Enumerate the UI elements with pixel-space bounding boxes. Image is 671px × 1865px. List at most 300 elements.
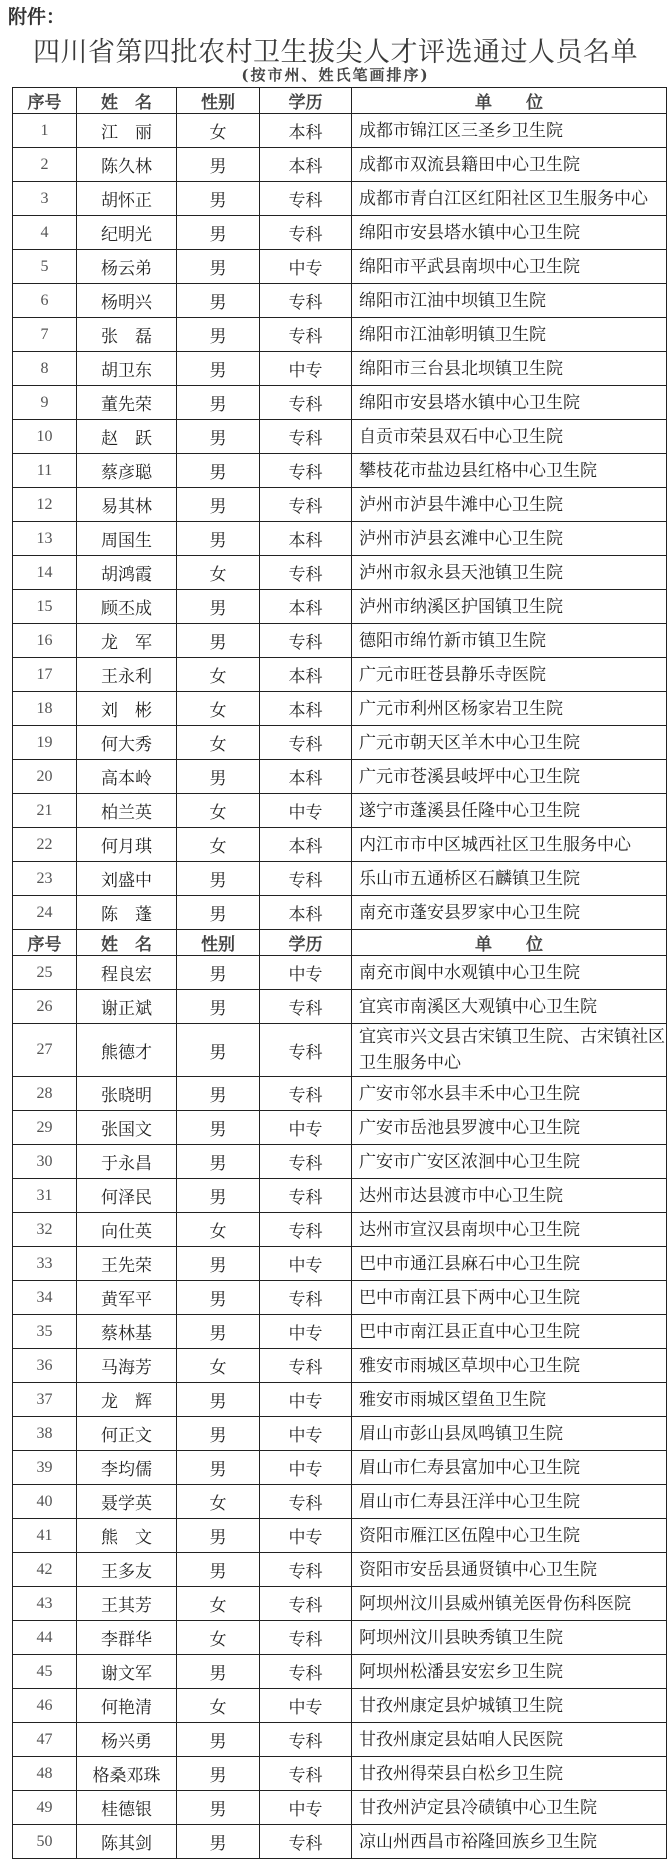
gender-cell: 女 [177, 658, 260, 692]
education-cell: 本科 [260, 692, 352, 726]
gender-cell: 男 [177, 1315, 260, 1349]
table-row [13, 1247, 667, 1281]
row-number: 47 [13, 1723, 77, 1757]
person-name: 柏兰英 [77, 794, 177, 828]
work-unit: 眉山市彭山县凤鸣镇卫生院 [352, 1417, 667, 1451]
gender-cell: 女 [177, 692, 260, 726]
education-cell: 本科 [260, 760, 352, 794]
education-cell: 本科 [260, 522, 352, 556]
row-number: 23 [13, 862, 77, 896]
work-unit: 绵阳市平武县南坝中心卫生院 [352, 250, 667, 284]
gender-cell: 男 [177, 1111, 260, 1145]
gender-cell: 男 [177, 1077, 260, 1111]
row-number: 44 [13, 1621, 77, 1655]
work-unit: 甘孜州康定县姑咱人民医院 [352, 1723, 667, 1757]
person-name: 聂学英 [77, 1485, 177, 1519]
gender-cell: 女 [177, 1213, 260, 1247]
education-cell: 专科 [260, 1655, 352, 1689]
gender-cell: 女 [177, 556, 260, 590]
education-cell: 中专 [260, 1689, 352, 1723]
table-row [13, 352, 667, 386]
person-name: 桂德银 [77, 1791, 177, 1825]
work-unit: 成都市双流县籍田中心卫生院 [352, 148, 667, 182]
gender-cell: 女 [177, 828, 260, 862]
table-row [13, 956, 667, 990]
gender-cell: 男 [177, 522, 260, 556]
table-row [13, 1553, 667, 1587]
person-name: 杨云弟 [77, 250, 177, 284]
header-gender: 性别 [177, 88, 260, 114]
person-name: 陈久林 [77, 148, 177, 182]
table-row [13, 556, 667, 590]
person-name: 王先荣 [77, 1247, 177, 1281]
table-header-row [13, 930, 667, 956]
table-row [13, 216, 667, 250]
education-cell: 专科 [260, 624, 352, 658]
row-number: 33 [13, 1247, 77, 1281]
work-unit: 宜宾市兴文县古宋镇卫生院、古宋镇社区卫生服务中心 [352, 1024, 667, 1077]
person-name: 胡卫东 [77, 352, 177, 386]
person-name: 何大秀 [77, 726, 177, 760]
work-unit: 资阳市安岳县通贤镇中心卫生院 [352, 1553, 667, 1587]
table-row [13, 114, 667, 148]
work-unit: 绵阳市安县塔水镇中心卫生院 [352, 216, 667, 250]
education-cell: 中专 [260, 1383, 352, 1417]
work-unit: 自贡市荣县双石中心卫生院 [352, 420, 667, 454]
person-name: 陈其剑 [77, 1825, 177, 1859]
person-name: 格桑邓珠 [77, 1757, 177, 1791]
education-cell: 专科 [260, 1621, 352, 1655]
education-cell: 中专 [260, 794, 352, 828]
work-unit: 雅安市雨城区望鱼卫生院 [352, 1383, 667, 1417]
person-name: 易其林 [77, 488, 177, 522]
work-unit: 绵阳市江油彰明镇卫生院 [352, 318, 667, 352]
row-number: 28 [13, 1077, 77, 1111]
row-number: 38 [13, 1417, 77, 1451]
person-name: 向仕英 [77, 1213, 177, 1247]
work-unit: 南充市阆中水观镇中心卫生院 [352, 956, 667, 990]
person-name: 李均儒 [77, 1451, 177, 1485]
document-subtitle: (按市州、姓氏笔画排序) [241, 66, 430, 84]
work-unit: 巴中市南江县正直中心卫生院 [352, 1315, 667, 1349]
gender-cell: 女 [177, 1349, 260, 1383]
work-unit: 巴中市南江县下两中心卫生院 [352, 1281, 667, 1315]
person-name: 蔡林基 [77, 1315, 177, 1349]
person-name: 张 磊 [77, 318, 177, 352]
education-cell: 中专 [260, 956, 352, 990]
table-row [13, 1689, 667, 1723]
attachment-label: 附件： [8, 6, 66, 28]
table-row [13, 828, 667, 862]
row-number: 48 [13, 1757, 77, 1791]
table-row [13, 1024, 667, 1077]
gender-cell: 男 [177, 148, 260, 182]
table-row [13, 658, 667, 692]
education-cell: 专科 [260, 1553, 352, 1587]
table-row [13, 760, 667, 794]
table-row [13, 1383, 667, 1417]
person-name: 王其芳 [77, 1587, 177, 1621]
gender-cell: 男 [177, 1417, 260, 1451]
table-row [13, 386, 667, 420]
table-row [13, 590, 667, 624]
person-name: 董先荣 [77, 386, 177, 420]
work-unit: 甘孜州泸定县冷碛镇中心卫生院 [352, 1791, 667, 1825]
row-number: 20 [13, 760, 77, 794]
education-cell: 专科 [260, 1077, 352, 1111]
gender-cell: 男 [177, 1145, 260, 1179]
table-row [13, 1111, 667, 1145]
work-unit: 德阳市绵竹新市镇卫生院 [352, 624, 667, 658]
row-number: 22 [13, 828, 77, 862]
person-name: 程良宏 [77, 956, 177, 990]
gender-cell: 女 [177, 794, 260, 828]
gender-cell: 男 [177, 182, 260, 216]
work-unit: 广元市旺苍县静乐寺医院 [352, 658, 667, 692]
row-number: 10 [13, 420, 77, 454]
education-cell: 专科 [260, 1825, 352, 1859]
table-row [13, 1621, 667, 1655]
work-unit: 凉山州西昌市裕隆回族乡卫生院 [352, 1825, 667, 1859]
education-cell: 本科 [260, 828, 352, 862]
row-number: 34 [13, 1281, 77, 1315]
education-cell: 中专 [260, 250, 352, 284]
row-number: 43 [13, 1587, 77, 1621]
table-row [13, 1077, 667, 1111]
person-name: 杨兴勇 [77, 1723, 177, 1757]
education-cell: 专科 [260, 216, 352, 250]
education-cell: 专科 [260, 386, 352, 420]
row-number: 46 [13, 1689, 77, 1723]
row-number: 31 [13, 1179, 77, 1213]
gender-cell: 男 [177, 216, 260, 250]
education-cell: 专科 [260, 1757, 352, 1791]
row-number: 2 [13, 148, 77, 182]
table-row [13, 896, 667, 930]
gender-cell: 男 [177, 1553, 260, 1587]
gender-cell: 男 [177, 1247, 260, 1281]
row-number: 27 [13, 1024, 77, 1077]
table-row [13, 624, 667, 658]
row-number: 49 [13, 1791, 77, 1825]
table-row [13, 1179, 667, 1213]
education-cell: 专科 [260, 318, 352, 352]
row-number: 26 [13, 990, 77, 1024]
header-unit: 单 位 [352, 88, 667, 114]
table-row [13, 522, 667, 556]
row-number: 11 [13, 454, 77, 488]
education-cell: 专科 [260, 862, 352, 896]
person-name: 何正文 [77, 1417, 177, 1451]
work-unit: 广元市苍溪县岐坪中心卫生院 [352, 760, 667, 794]
work-unit: 广安市邻水县丰禾中心卫生院 [352, 1077, 667, 1111]
table-row [13, 1145, 667, 1179]
person-name: 马海芳 [77, 1349, 177, 1383]
header-unit: 单 位 [352, 930, 667, 956]
row-number: 15 [13, 590, 77, 624]
row-number: 30 [13, 1145, 77, 1179]
table-row [13, 488, 667, 522]
row-number: 3 [13, 182, 77, 216]
education-cell: 专科 [260, 284, 352, 318]
work-unit: 绵阳市三台县北坝镇卫生院 [352, 352, 667, 386]
person-name: 陈 蓬 [77, 896, 177, 930]
gender-cell: 男 [177, 1791, 260, 1825]
education-cell: 本科 [260, 590, 352, 624]
person-name: 纪明光 [77, 216, 177, 250]
education-cell: 中专 [260, 1247, 352, 1281]
work-unit: 阿坝州汶川县映秀镇卫生院 [352, 1621, 667, 1655]
table-row [13, 726, 667, 760]
gender-cell: 男 [177, 1519, 260, 1553]
table-row [13, 284, 667, 318]
work-unit: 泸州市泸县牛滩中心卫生院 [352, 488, 667, 522]
table-row [13, 250, 667, 284]
row-number: 5 [13, 250, 77, 284]
person-name: 谢文军 [77, 1655, 177, 1689]
work-unit: 广安市岳池县罗渡中心卫生院 [352, 1111, 667, 1145]
table-header-row [13, 88, 667, 114]
person-name: 李群华 [77, 1621, 177, 1655]
row-number: 14 [13, 556, 77, 590]
row-number: 17 [13, 658, 77, 692]
header-education: 学历 [260, 88, 352, 114]
gender-cell: 男 [177, 624, 260, 658]
gender-cell: 女 [177, 1621, 260, 1655]
work-unit: 攀枝花市盐边县红格中心卫生院 [352, 454, 667, 488]
row-number: 12 [13, 488, 77, 522]
education-cell: 专科 [260, 454, 352, 488]
row-number: 8 [13, 352, 77, 386]
table-row [13, 990, 667, 1024]
work-unit: 广元市朝天区羊木中心卫生院 [352, 726, 667, 760]
person-name: 杨明兴 [77, 284, 177, 318]
gender-cell: 女 [177, 726, 260, 760]
education-cell: 本科 [260, 148, 352, 182]
row-number: 41 [13, 1519, 77, 1553]
gender-cell: 男 [177, 1825, 260, 1859]
row-number: 40 [13, 1485, 77, 1519]
person-name: 胡鸿霞 [77, 556, 177, 590]
work-unit: 甘孜州康定县炉城镇卫生院 [352, 1689, 667, 1723]
row-number: 7 [13, 318, 77, 352]
header-no: 序号 [13, 930, 77, 956]
education-cell: 中专 [260, 1519, 352, 1553]
work-unit: 宜宾市南溪区大观镇中心卫生院 [352, 990, 667, 1024]
gender-cell: 男 [177, 862, 260, 896]
table-row [13, 318, 667, 352]
header-education: 学历 [260, 930, 352, 956]
gender-cell: 女 [177, 114, 260, 148]
table-row [13, 1213, 667, 1247]
gender-cell: 男 [177, 1024, 260, 1077]
work-unit: 成都市青白江区红阳社区卫生服务中心 [352, 182, 667, 216]
row-number: 4 [13, 216, 77, 250]
table-row [13, 1825, 667, 1859]
row-number: 45 [13, 1655, 77, 1689]
header-name: 姓 名 [77, 930, 177, 956]
education-cell: 专科 [260, 1349, 352, 1383]
work-unit: 眉山市仁寿县汪洋中心卫生院 [352, 1485, 667, 1519]
header-name: 姓 名 [77, 88, 177, 114]
education-cell: 本科 [260, 114, 352, 148]
row-number: 21 [13, 794, 77, 828]
person-name: 何泽民 [77, 1179, 177, 1213]
gender-cell: 男 [177, 1655, 260, 1689]
person-name: 何月琪 [77, 828, 177, 862]
row-number: 39 [13, 1451, 77, 1485]
work-unit: 阿坝州汶川县威州镇羌医骨伤科医院 [352, 1587, 667, 1621]
person-name: 何艳清 [77, 1689, 177, 1723]
table-row [13, 1485, 667, 1519]
row-number: 1 [13, 114, 77, 148]
table-row [13, 148, 667, 182]
education-cell: 专科 [260, 990, 352, 1024]
person-name: 于永昌 [77, 1145, 177, 1179]
table-row [13, 1519, 667, 1553]
education-cell: 专科 [260, 1485, 352, 1519]
gender-cell: 男 [177, 352, 260, 386]
gender-cell: 男 [177, 250, 260, 284]
table-row [13, 1281, 667, 1315]
gender-cell: 男 [177, 590, 260, 624]
gender-cell: 男 [177, 1179, 260, 1213]
gender-cell: 男 [177, 454, 260, 488]
header-no: 序号 [13, 88, 77, 114]
row-number: 6 [13, 284, 77, 318]
work-unit: 泸州市纳溪区护国镇卫生院 [352, 590, 667, 624]
gender-cell: 男 [177, 488, 260, 522]
row-number: 16 [13, 624, 77, 658]
table-row [13, 1451, 667, 1485]
work-unit: 遂宁市蓬溪县任隆中心卫生院 [352, 794, 667, 828]
education-cell: 专科 [260, 420, 352, 454]
work-unit: 甘孜州得荣县白松乡卫生院 [352, 1757, 667, 1791]
work-unit: 泸州市叙永县天池镇卫生院 [352, 556, 667, 590]
work-unit: 眉山市仁寿县富加中心卫生院 [352, 1451, 667, 1485]
table-row [13, 1315, 667, 1349]
table-row [13, 1655, 667, 1689]
person-name: 张国文 [77, 1111, 177, 1145]
row-number: 9 [13, 386, 77, 420]
row-number: 29 [13, 1111, 77, 1145]
education-cell: 中专 [260, 1417, 352, 1451]
education-cell: 专科 [260, 1723, 352, 1757]
person-name: 胡怀正 [77, 182, 177, 216]
table-row [13, 182, 667, 216]
work-unit: 南充市蓬安县罗家中心卫生院 [352, 896, 667, 930]
table-row [13, 1723, 667, 1757]
table-row [13, 1587, 667, 1621]
person-name: 熊德才 [77, 1024, 177, 1077]
person-name: 谢正斌 [77, 990, 177, 1024]
row-number: 32 [13, 1213, 77, 1247]
gender-cell: 男 [177, 386, 260, 420]
gender-cell: 男 [177, 284, 260, 318]
education-cell: 专科 [260, 1587, 352, 1621]
gender-cell: 男 [177, 990, 260, 1024]
education-cell: 本科 [260, 658, 352, 692]
person-name: 赵 跃 [77, 420, 177, 454]
person-name: 周国生 [77, 522, 177, 556]
gender-cell: 女 [177, 1689, 260, 1723]
education-cell: 专科 [260, 726, 352, 760]
person-name: 顾丕成 [77, 590, 177, 624]
work-unit: 达州市宣汉县南坝中心卫生院 [352, 1213, 667, 1247]
education-cell: 专科 [260, 1024, 352, 1077]
gender-cell: 男 [177, 1451, 260, 1485]
table-row [13, 862, 667, 896]
row-number: 50 [13, 1825, 77, 1859]
row-number: 19 [13, 726, 77, 760]
person-name: 黄军平 [77, 1281, 177, 1315]
table-row [13, 794, 667, 828]
work-unit: 达州市达县渡市中心卫生院 [352, 1179, 667, 1213]
document-title: 四川省第四批农村卫生拔尖人才评选通过人员名单 [33, 37, 638, 68]
education-cell: 中专 [260, 352, 352, 386]
gender-cell: 男 [177, 1383, 260, 1417]
table-row [13, 1757, 667, 1791]
gender-cell: 男 [177, 956, 260, 990]
gender-cell: 女 [177, 1587, 260, 1621]
education-cell: 专科 [260, 1281, 352, 1315]
person-name: 熊 文 [77, 1519, 177, 1553]
person-name: 龙 辉 [77, 1383, 177, 1417]
person-name: 江 丽 [77, 114, 177, 148]
work-unit: 绵阳市安县塔水镇中心卫生院 [352, 386, 667, 420]
table-row [13, 1349, 667, 1383]
work-unit: 雅安市雨城区草坝中心卫生院 [352, 1349, 667, 1383]
education-cell: 专科 [260, 556, 352, 590]
education-cell: 专科 [260, 1179, 352, 1213]
header-gender: 性别 [177, 930, 260, 956]
person-name: 王永利 [77, 658, 177, 692]
table-row [13, 692, 667, 726]
person-name: 高本岭 [77, 760, 177, 794]
person-name: 张晓明 [77, 1077, 177, 1111]
education-cell: 专科 [260, 1213, 352, 1247]
work-unit: 巴中市通江县麻石中心卫生院 [352, 1247, 667, 1281]
table-row [13, 420, 667, 454]
work-unit: 阿坝州松潘县安宏乡卫生院 [352, 1655, 667, 1689]
work-unit: 广元市利州区杨家岩卫生院 [352, 692, 667, 726]
gender-cell: 男 [177, 1757, 260, 1791]
work-unit: 泸州市泸县玄滩中心卫生院 [352, 522, 667, 556]
education-cell: 中专 [260, 1451, 352, 1485]
person-name: 龙 军 [77, 624, 177, 658]
gender-cell: 女 [177, 1485, 260, 1519]
table-row [13, 1791, 667, 1825]
education-cell: 专科 [260, 488, 352, 522]
personnel-table [12, 87, 667, 1859]
table-row [13, 1417, 667, 1451]
gender-cell: 男 [177, 420, 260, 454]
gender-cell: 男 [177, 1281, 260, 1315]
person-name: 蔡彦聪 [77, 454, 177, 488]
work-unit: 乐山市五通桥区石麟镇卫生院 [352, 862, 667, 896]
education-cell: 专科 [260, 182, 352, 216]
work-unit: 成都市锦江区三圣乡卫生院 [352, 114, 667, 148]
gender-cell: 男 [177, 318, 260, 352]
table-row [13, 454, 667, 488]
row-number: 25 [13, 956, 77, 990]
row-number: 42 [13, 1553, 77, 1587]
work-unit: 资阳市雁江区伍隍中心卫生院 [352, 1519, 667, 1553]
person-name: 刘盛中 [77, 862, 177, 896]
row-number: 18 [13, 692, 77, 726]
education-cell: 本科 [260, 896, 352, 930]
row-number: 35 [13, 1315, 77, 1349]
